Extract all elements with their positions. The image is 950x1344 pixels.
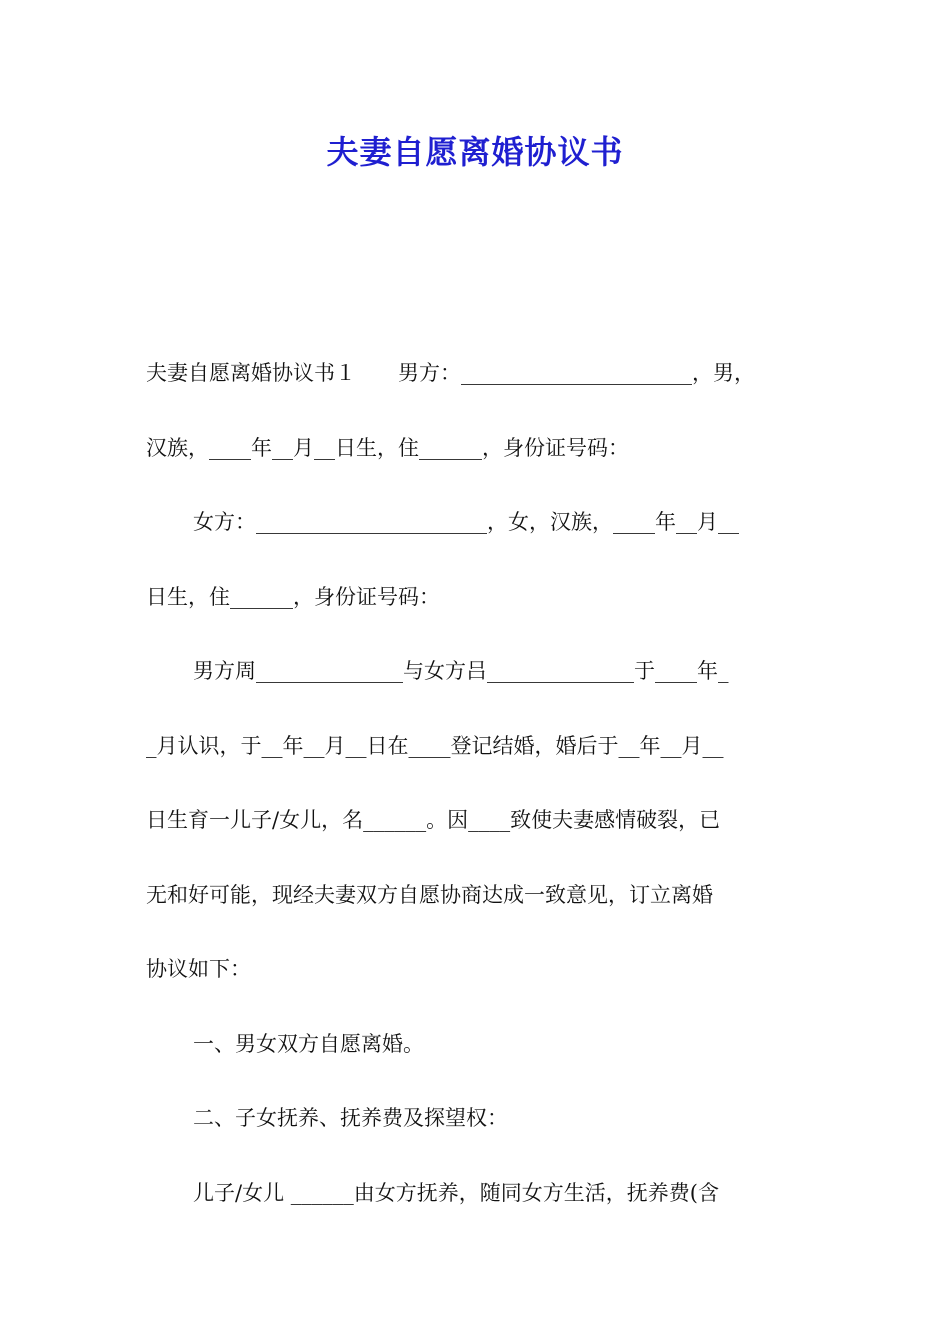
document-title: 夫妻自愿离婚协议书 bbox=[326, 133, 624, 171]
body-line-9: 协议如下： bbox=[146, 957, 251, 981]
body-line-8: 无和好可能，现经夫妻双方自愿协商达成一致意见，订立离婚 bbox=[146, 882, 713, 907]
body-line-5: 男方周______________与女方吕______________于____年_ bbox=[193, 659, 729, 683]
body-line-3: 女方：______________________，女，汉族，____年__月__ bbox=[193, 510, 739, 534]
body-line-12: 儿子/女儿 ______由女方抚养，随同女方生活，抚养费(含 bbox=[193, 1180, 719, 1205]
body-line-11: 二、子女抚养、抚养费及探望权： bbox=[193, 1106, 508, 1130]
body-line-6: _月认识，于__年__月__日在____登记结婚，婚后于__年__月__ bbox=[146, 733, 724, 758]
body-line-7: 日生育一儿子/女儿，名______。因____致使夫妻感情破裂，已 bbox=[146, 808, 721, 832]
body-line-1: 夫妻自愿离婚协议书１ 男方：______________________，男， bbox=[146, 361, 755, 385]
body-line-2: 汉族，____年__月__日生，住______，身份证号码： bbox=[146, 435, 629, 460]
document-body bbox=[146, 336, 816, 1230]
body-line-10: 一、男女双方自愿离婚。 bbox=[193, 1031, 424, 1056]
body-line-4: 日生，住______，身份证号码： bbox=[146, 584, 440, 609]
